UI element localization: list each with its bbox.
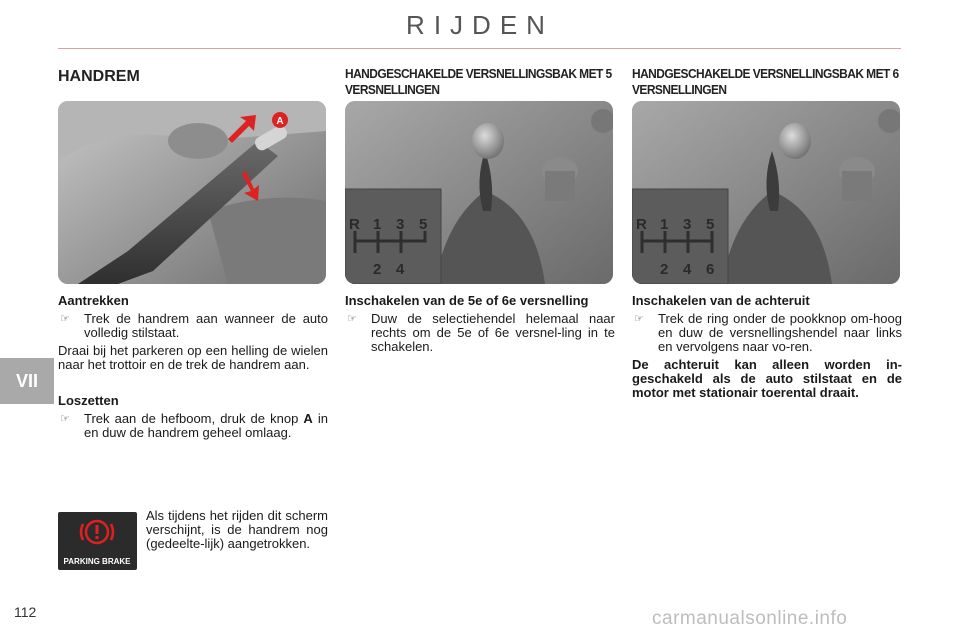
gearbox5-title: HANDGESCHAKELDE VERSNELLINGSBAK MET 5 VERSNELLINGEN xyxy=(345,66,612,97)
release-text-post: in en duw de handrem geheel omlaag. xyxy=(84,411,328,440)
apply-heading: Aantrekken xyxy=(58,293,129,308)
gear-label: 4 xyxy=(396,261,405,278)
callout-a: A xyxy=(276,116,284,127)
gearstick-illustration xyxy=(632,101,900,284)
gear-label: 2 xyxy=(660,261,669,278)
handbrake-section xyxy=(58,66,328,566)
gearbox5-bullet-text: Duw de selectiehendel helemaal naar rechts om de 5e of 6e versnel-ling in te schakelen. xyxy=(371,311,615,354)
handbrake-title: HANDREM xyxy=(58,68,140,85)
gearbox6-bullet xyxy=(632,312,902,354)
warning-text: Als tijdens het rijden dit scherm verschijnt, is de handrem nog (gedeelte-lijk) aangetrokken. xyxy=(146,508,328,551)
apply-bullet xyxy=(58,312,328,340)
page-title: RIJDEN xyxy=(406,10,554,40)
handbrake-illustration xyxy=(58,101,326,284)
gearbox6-section xyxy=(632,66,902,400)
gear-label: 1 xyxy=(373,216,382,233)
gear-label: 5 xyxy=(706,216,715,233)
release-bullet-text xyxy=(84,412,328,440)
gear-label: 2 xyxy=(373,261,382,278)
release-text-pre: Trek aan de hefboom, druk de knop xyxy=(84,411,299,426)
pointing-hand-icon: ☞ xyxy=(347,313,357,325)
brake-warning-icon xyxy=(58,512,137,570)
gear-label: 1 xyxy=(660,216,669,233)
gear-label: 6 xyxy=(706,261,715,278)
pointing-hand-icon: ☞ xyxy=(634,313,644,325)
watermark: carmanualsonline.info xyxy=(652,608,848,629)
apply-note: Draai bij het parkeren op een helling de wielen naar het trottoir en de trek de handrem aan. xyxy=(58,343,328,372)
page-number: 112 xyxy=(14,604,37,620)
header-divider xyxy=(58,48,901,49)
gear-label: 4 xyxy=(683,261,692,278)
gear-label: R xyxy=(349,216,360,233)
gearbox5-heading: Inschakelen van de 5e of 6e versnelling xyxy=(345,293,589,308)
gear-label: 3 xyxy=(396,216,405,233)
gear-label: 3 xyxy=(683,216,692,233)
gear-label: R xyxy=(636,216,647,233)
release-key: A xyxy=(303,411,313,426)
gearbox5-photo xyxy=(345,101,613,284)
warning-icon-label: PARKING BRAKE xyxy=(63,557,131,566)
gearbox6-text xyxy=(632,294,902,400)
gear-label: 5 xyxy=(419,216,428,233)
handbrake-text xyxy=(58,294,328,444)
apply-bullet-text: Trek de handrem aan wanneer de auto volledig stilstaat. xyxy=(84,311,328,340)
gearstick-illustration xyxy=(345,101,613,284)
gearbox5-text xyxy=(345,294,615,358)
pointing-hand-icon: ☞ xyxy=(60,313,70,325)
release-heading: Loszetten xyxy=(58,393,119,408)
gearbox6-title: HANDGESCHAKELDE VERSNELLINGSBAK MET 6 VERSNELLINGEN xyxy=(632,66,899,97)
gearbox6-note: De achteruit kan alleen worden in-geschakeld als de auto stilstaat en de motor met stationair toerental draait. xyxy=(632,357,902,400)
release-bullet xyxy=(58,412,328,440)
pointing-hand-icon: ☞ xyxy=(60,413,70,425)
gearbox6-photo xyxy=(632,101,900,284)
gearbox5-bullet xyxy=(345,312,615,354)
gearbox6-heading: Inschakelen van de achteruit xyxy=(632,293,810,308)
handbrake-photo xyxy=(58,101,326,284)
chapter-tab: VII xyxy=(0,358,54,404)
gearbox6-bullet-text: Trek de ring onder de pookknop om-hoog en duw de versnellingshendel naar links en vervolgens naar vo-ren. xyxy=(658,311,902,354)
gearbox5-section xyxy=(345,66,615,354)
